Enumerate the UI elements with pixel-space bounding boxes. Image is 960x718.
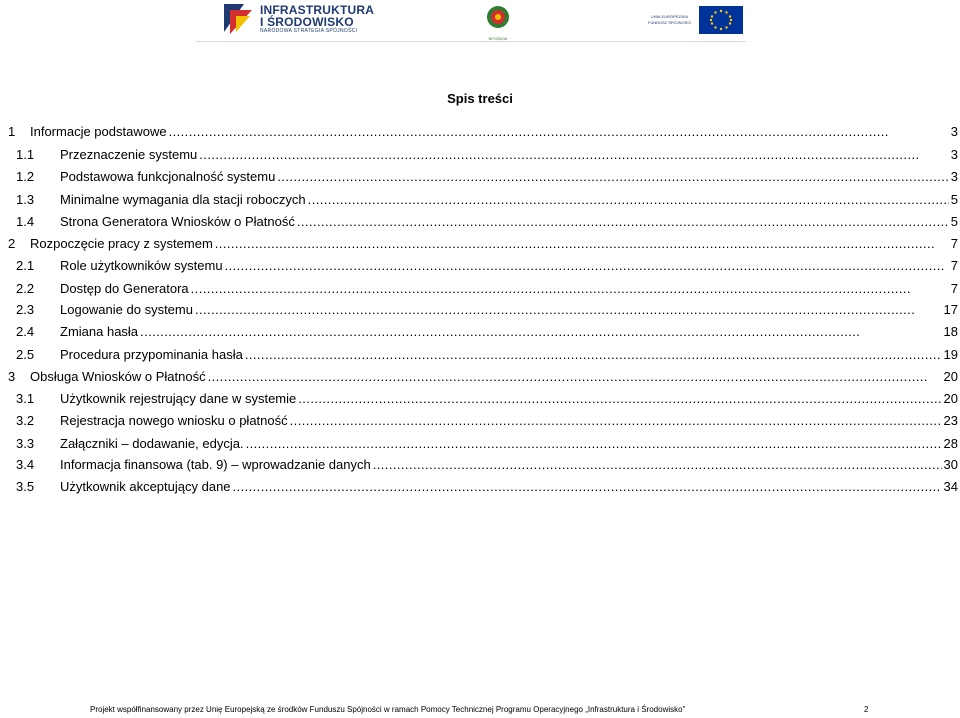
toc-entry-number: 1.2 [16, 169, 35, 184]
toc-entry-title: Procedura przypominania hasła [60, 347, 243, 362]
toc-entry-title: Informacja finansowa (tab. 9) – wprowadzanie danych [60, 457, 371, 472]
toc-entry-page: 23 [943, 413, 958, 428]
header-logo-bar [196, 0, 746, 42]
toc-entry-title: Logowanie do systemu [60, 302, 193, 317]
toc-entry-number: 1.3 [16, 192, 35, 207]
infrastruktura-logo [222, 2, 374, 36]
toc-entry[interactable] [16, 279, 958, 299]
toc-dot-leader [245, 345, 942, 365]
toc-entry-number: 2.3 [16, 302, 35, 317]
toc-entry-page: 34 [943, 479, 958, 494]
toc-entry-number: 3.1 [16, 391, 35, 406]
toc-dot-leader [169, 122, 949, 142]
toc-dot-leader [195, 300, 942, 320]
toc-entry-page: 20 [943, 391, 958, 406]
toc-entry-number: 2.5 [16, 347, 35, 362]
logo-line3: NARODOWA STRATEGIA SPÓJNOŚCI [260, 27, 358, 34]
toc-entry-page: 5 [950, 214, 958, 229]
infrastruktura-emblem-icon [222, 2, 254, 36]
toc-entry[interactable] [8, 367, 958, 387]
toc-entry-title: Role użytkowników systemu [60, 258, 223, 273]
toc-dot-leader [215, 234, 949, 254]
eu-logo [648, 6, 743, 34]
toc-entry-page: 5 [950, 192, 958, 207]
toc-entry[interactable] [16, 345, 958, 365]
toc-entry[interactable] [16, 455, 958, 475]
toc-entry-number: 3.2 [16, 413, 35, 428]
toc-entry-number: 3.3 [16, 436, 35, 451]
toc-entry-title: Obsługa Wniosków o Płatność [30, 369, 206, 384]
toc-dot-leader [199, 145, 948, 165]
header-divider [196, 41, 746, 42]
toc-entry-title: Użytkownik rejestrujący dane w systemie [60, 391, 297, 406]
toc-entry-title: Informacje podstawowe [30, 124, 167, 139]
toc-entry-page: 19 [943, 347, 958, 362]
toc-dot-leader [208, 367, 942, 387]
toc-entry[interactable] [8, 234, 958, 254]
toc-entry-title: Użytkownik akceptujący dane [60, 479, 231, 494]
toc-dot-leader [373, 455, 942, 475]
toc-entry[interactable] [16, 411, 958, 431]
toc-entry-page: 3 [950, 124, 958, 139]
toc-entry[interactable] [16, 167, 958, 187]
toc-entry[interactable] [16, 190, 958, 210]
toc-entry-number: 3.5 [16, 479, 35, 494]
toc-entry-number: 2.4 [16, 324, 35, 339]
toc-entry-number: 3 [8, 369, 16, 384]
toc-entry-page: 30 [943, 457, 958, 472]
toc-entry-page: 3 [950, 147, 958, 162]
footer-page-number: 2 [864, 705, 869, 714]
toc-entry-title: Rozpoczęcie pracy z systemem [30, 236, 213, 251]
toc-entry-page: 18 [943, 324, 958, 339]
toc-title: Spis treści [447, 91, 513, 106]
toc-dot-leader [308, 190, 949, 210]
toc-dot-leader [297, 212, 949, 232]
eu-flag-icon [699, 6, 743, 34]
nfosigw-label: NFOŚiGW [488, 36, 508, 41]
toc-entry-page: 7 [950, 281, 958, 296]
toc-dot-leader [298, 389, 941, 409]
toc-dot-leader [277, 167, 948, 187]
toc-entry-number: 2.2 [16, 281, 35, 296]
eu-line1: UNIA EUROPEJSKA [651, 14, 689, 19]
toc-entry-page: 28 [943, 436, 958, 451]
toc-entry[interactable] [16, 322, 958, 342]
nfosigw-emblem-icon [484, 5, 512, 31]
toc-entry-title: Minimalne wymagania dla stacji roboczych [60, 192, 306, 207]
toc-entry-title: Załączniki – dodawanie, edycja. [60, 436, 244, 451]
toc-entry-title: Strona Generatora Wniosków o Płatność [60, 214, 295, 229]
toc-entry[interactable] [16, 477, 958, 497]
nfosigw-logo [484, 5, 512, 41]
toc-dot-leader [233, 477, 942, 497]
toc-entry-title: Rejestracja nowego wniosku o płatność [60, 413, 288, 428]
toc-entry[interactable] [16, 389, 958, 409]
toc-entry-number: 2.1 [16, 258, 35, 273]
toc-dot-leader [246, 434, 942, 454]
logo-line2: I ŚRODOWISKO [260, 14, 354, 29]
toc-entry-page: 17 [943, 302, 958, 317]
toc-entry-title: Dostęp do Generatora [60, 281, 189, 296]
toc-entry[interactable] [16, 256, 958, 276]
toc-dot-leader [191, 279, 949, 299]
toc-entry-number: 1.1 [16, 147, 35, 162]
toc-entry-title: Podstawowa funkcjonalność systemu [60, 169, 276, 184]
toc-dot-leader [225, 256, 949, 276]
toc-entry-number: 2 [8, 236, 16, 251]
toc-dot-leader [140, 322, 941, 342]
toc-entry-page: 20 [943, 369, 958, 384]
toc-entry[interactable] [16, 300, 958, 320]
toc-entry-page: 7 [950, 258, 958, 273]
toc-entry-title: Zmiana hasła [60, 324, 139, 339]
toc-entry-number: 1 [8, 124, 16, 139]
logo-line1: INFRASTRUKTURA [260, 2, 375, 17]
toc-entry[interactable] [16, 212, 958, 232]
toc-entry-page: 7 [950, 236, 958, 251]
toc-dot-leader [290, 411, 942, 431]
toc-entry-number: 3.4 [16, 457, 35, 472]
toc-entry-title: Przeznaczenie systemu [60, 147, 198, 162]
eu-line2: FUNDUSZ SPÓJNOŚCI [648, 20, 692, 25]
toc-entry[interactable] [8, 122, 958, 142]
toc-entry[interactable] [16, 434, 958, 454]
toc-entry-page: 3 [950, 169, 958, 184]
footer-text: Projekt współfinansowany przez Unię Europejską ze środków Funduszu Spójności w ramach Pomocy Technicznej Programu Operacyjnego „Infrastruktura i Środowisko” [90, 705, 686, 714]
toc-entry-number: 1.4 [16, 214, 35, 229]
toc-entry[interactable] [16, 145, 958, 165]
